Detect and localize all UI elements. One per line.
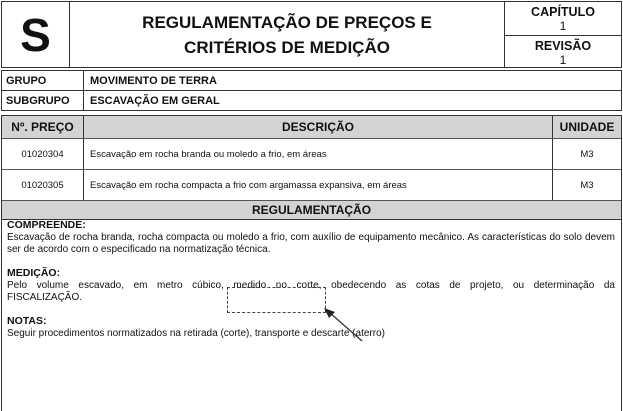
column-header-unit: UNIDADE (559, 120, 615, 134)
regulation-content (1, 215, 622, 411)
medicao-title: MEDIÇÃO: (7, 267, 61, 279)
notas-text: Seguir procedimentos normatizados na retirada (corte), transporte e descarte (aterro) (7, 328, 385, 339)
document-title (69, 1, 505, 68)
price-code: 01020304 (2, 139, 84, 169)
subgroup-label: SUBGRUPO (2, 91, 84, 110)
group-label: GRUPO (2, 71, 84, 90)
revision-cell (505, 35, 621, 69)
table-row (2, 139, 621, 170)
revision-label: REVISÃO (534, 38, 592, 53)
unit: M3 (580, 148, 594, 160)
group-value: MOVIMENTO DE TERRA (90, 74, 217, 87)
chapter-value: 1 (559, 18, 567, 33)
description: Escavação em rocha branda ou moledo a frio, em áreas (84, 139, 553, 169)
medicao-text-before: Pelo volume escavado, em metro cúbico, (7, 280, 224, 291)
revision-value: 1 (559, 52, 567, 67)
price-table (1, 115, 622, 220)
regulation-heading: REGULAMENTAÇÃO (2, 201, 621, 219)
medicao-text-after: obedecendo as cotas de projeto, ou determinação da FISCALIZAÇÃO. (7, 280, 615, 303)
unit: M3 (580, 179, 594, 191)
chapter-revision-box (504, 1, 622, 68)
chapter-label: CAPÍTULO (531, 4, 595, 19)
title-line-2: CRITÉRIOS DE MEDIÇÃO (184, 37, 390, 57)
chapter-cell (505, 2, 621, 35)
logo-letter: S (1, 1, 70, 68)
column-header-description: DESCRIÇÃO (84, 116, 553, 138)
group-row (1, 70, 622, 91)
description: Escavação em rocha compacta a frio com argamassa expansiva, em áreas (84, 170, 553, 200)
table-row (2, 170, 621, 201)
compreende-title: COMPREENDE: (7, 219, 86, 231)
annotation-arrow-icon (318, 305, 368, 345)
medicao-highlight: medido no corte, (223, 280, 332, 291)
price-code: 01020305 (2, 170, 84, 200)
subgroup-row (1, 90, 622, 111)
dashed-highlight-box (227, 287, 326, 313)
compreende-text: Escavação de rocha branda, rocha compacta ou moledo a frio, com auxílio de equipamento mecânico. As características do solo devem ser de acordo com o especificado na normatização técnica. (7, 232, 615, 255)
subgroup-value: ESCAVAÇÃO EM GERAL (90, 94, 220, 107)
notas-title: NOTAS: (7, 315, 47, 327)
title-line-1: REGULAMENTAÇÃO DE PREÇOS E (142, 12, 432, 32)
table-header (2, 116, 621, 139)
column-header-price: Nº. PREÇO (2, 116, 84, 138)
